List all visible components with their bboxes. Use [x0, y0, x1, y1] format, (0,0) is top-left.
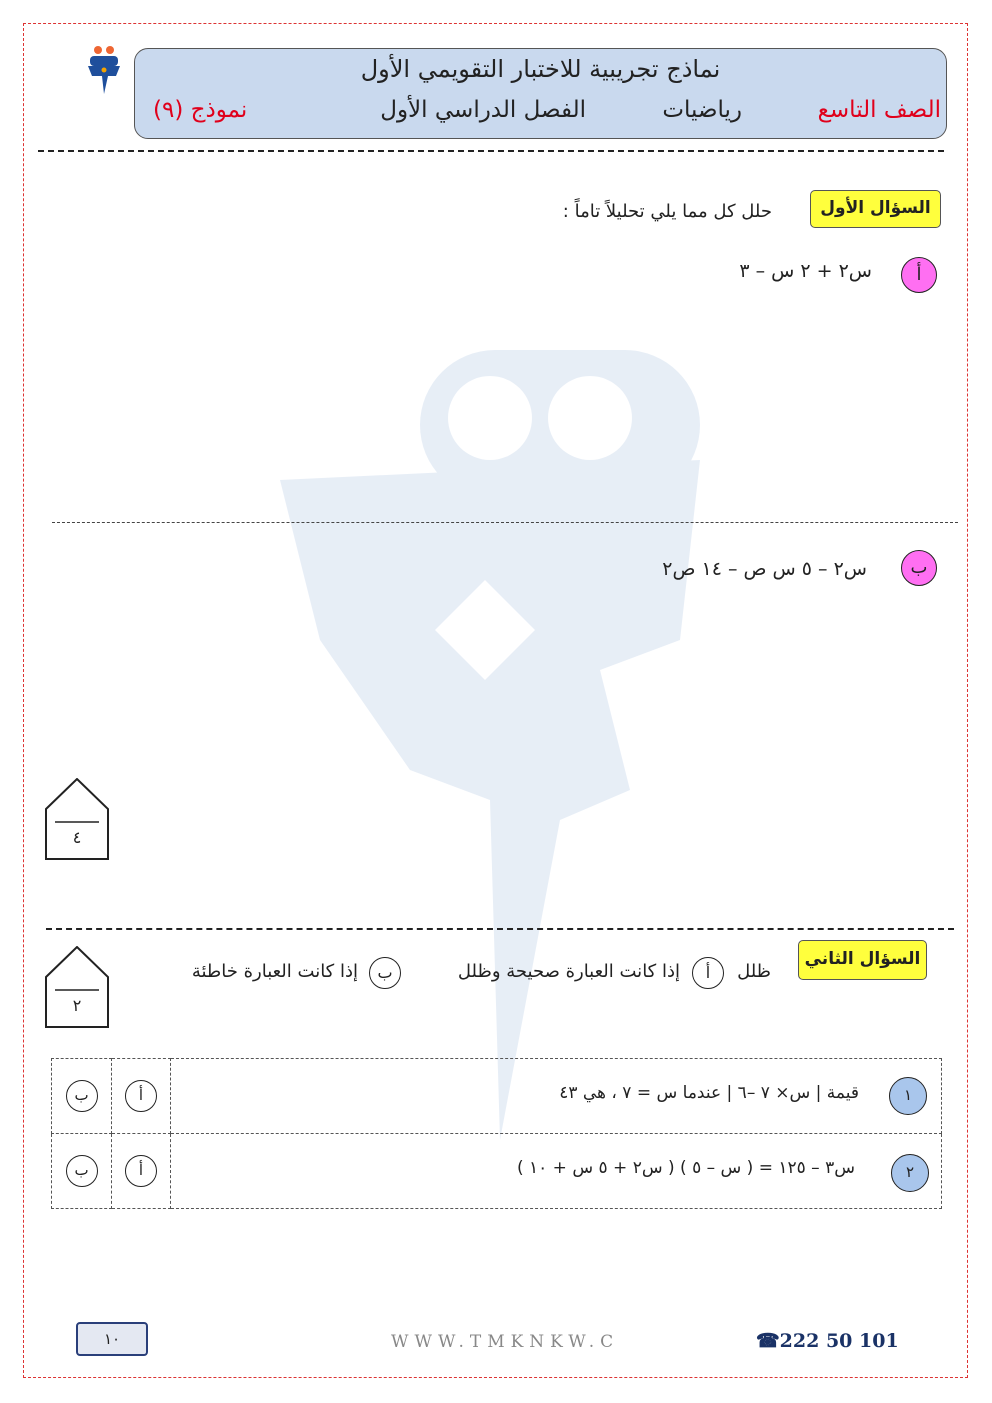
- exam-title: نماذج تجريبية للاختبار التقويمي الأول: [360, 55, 721, 83]
- q2-instruction-true: إذا كانت العبارة صحيحة وظلل: [457, 961, 680, 982]
- statement-text: قيمة | س× ٧ –٦ | عندما س = ٧ ، هي ٤٣: [559, 1083, 859, 1103]
- q2-instruction-shade: ظلل: [737, 961, 771, 982]
- statement-number: ٢: [891, 1154, 929, 1192]
- question-1-label: السؤال الأول: [810, 190, 941, 228]
- part-a-badge: أ: [901, 257, 937, 293]
- statement-text: س٣ – ١٢٥ = ( س – ٥ ) ( س٢ + ٥ س + ١٠ ): [516, 1158, 855, 1178]
- brand-logo-icon: [86, 44, 122, 96]
- part-a-expression: س٢ + ٢ س – ٣: [739, 260, 872, 282]
- question-1-instruction: حلل كل مما يلي تحليلاً تاماً :: [562, 201, 772, 222]
- statement-number: ١: [889, 1077, 927, 1115]
- website-url[interactable]: WWW.TMKNKW.C: [391, 1332, 620, 1352]
- section-divider: [46, 928, 954, 930]
- q2-instruction-false: إذا كانت العبارة خاطئة: [191, 961, 358, 982]
- part-b-badge: ب: [901, 550, 937, 586]
- option-a-circle[interactable]: أ: [125, 1155, 157, 1187]
- phone-number: ☎222 50 101: [756, 1330, 899, 1352]
- table-row: [52, 1134, 942, 1209]
- part-divider: [52, 522, 958, 523]
- model-label: نموذج (٩): [153, 97, 248, 123]
- grade-label: الصف التاسع: [817, 97, 941, 123]
- q2-option-b-sample: ب: [369, 957, 401, 989]
- watermark-logo: [260, 340, 720, 1160]
- true-false-table: [51, 1058, 942, 1209]
- header-divider: [38, 150, 944, 152]
- score-value: ٤: [72, 828, 82, 847]
- option-b-circle[interactable]: ب: [66, 1080, 98, 1112]
- score-value: ٢: [72, 996, 82, 1015]
- option-b-circle[interactable]: ب: [66, 1155, 98, 1187]
- q2-option-a-sample: أ: [692, 957, 724, 989]
- table-row: [52, 1059, 942, 1134]
- header-banner: [134, 48, 947, 139]
- subject-label: رياضيات: [662, 97, 742, 123]
- part-b-expression: س٢ – ٥ س ص – ١٤ ص٢: [662, 558, 867, 580]
- page-number: ١٠: [76, 1322, 148, 1356]
- score-box-q2: [45, 946, 109, 1028]
- score-box-q1: [45, 778, 109, 860]
- question-2-label: السؤال الثاني: [798, 940, 927, 980]
- option-a-circle[interactable]: أ: [125, 1080, 157, 1112]
- term-label: الفصل الدراسي الأول: [380, 97, 586, 123]
